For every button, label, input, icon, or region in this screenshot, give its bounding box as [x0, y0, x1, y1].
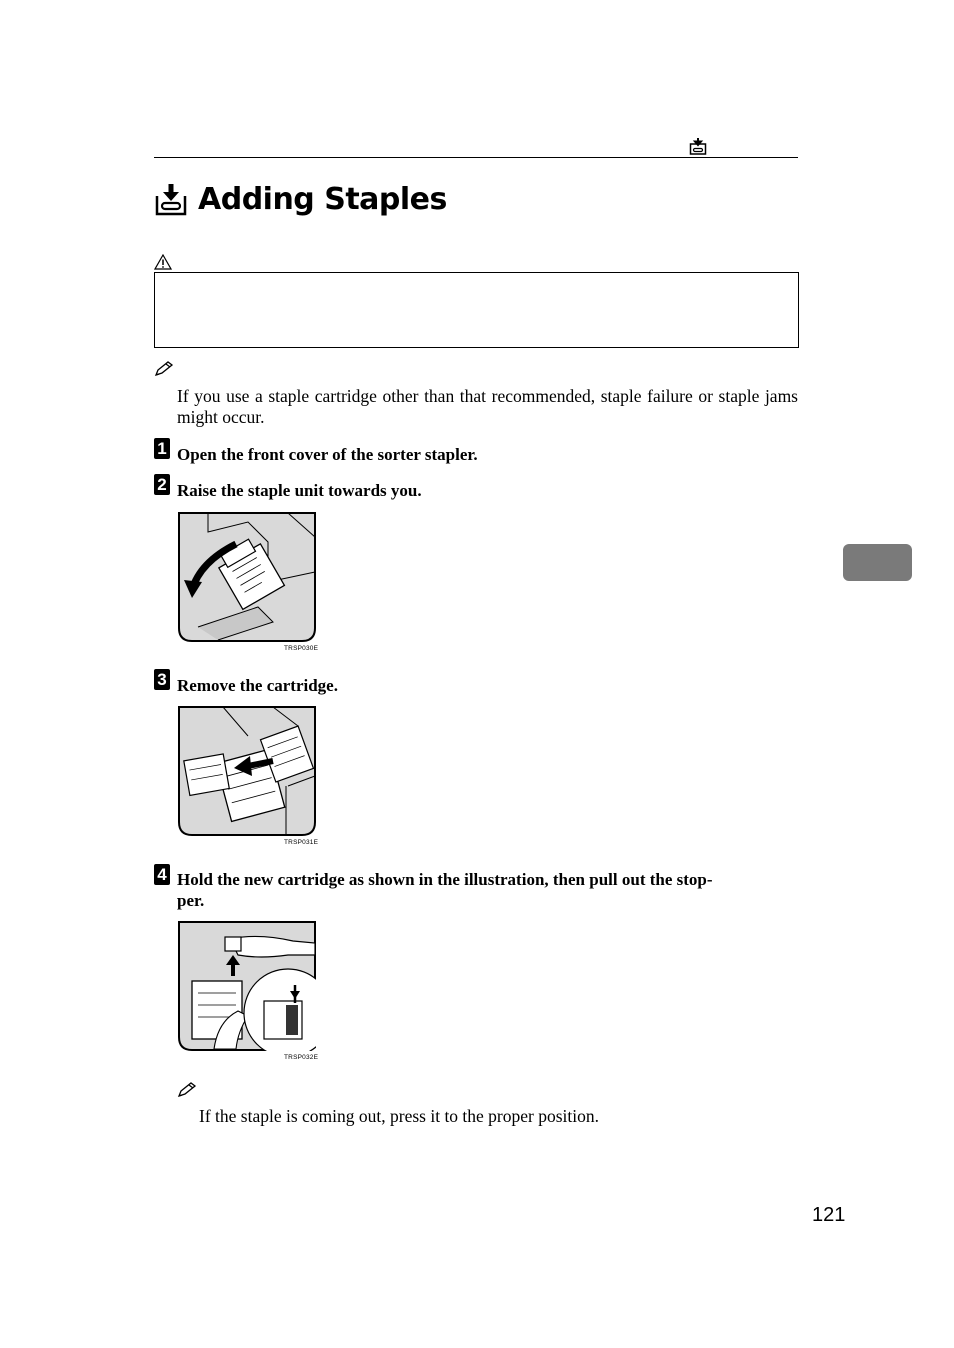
raise-staple-unit-illustration — [178, 512, 316, 642]
staple-icon — [689, 138, 707, 155]
step-text: Open the front cover of the sorter stapler. — [177, 445, 478, 464]
figure-code: TRSP030E — [284, 645, 319, 652]
step-text: Raise the staple unit towards you. — [177, 481, 422, 500]
caution-box — [154, 272, 799, 348]
page-number: 121 — [812, 1204, 846, 1226]
figure-code: TRSP031E — [284, 839, 319, 846]
warning-triangle-icon — [154, 254, 172, 270]
pencil-icon — [154, 361, 174, 377]
remove-cartridge-illustration — [178, 706, 316, 836]
figure-code: TRSP032E — [284, 1054, 319, 1061]
step-number: 4 — [154, 864, 170, 885]
header-rule — [154, 157, 798, 158]
step-number: 3 — [154, 669, 170, 690]
step-text-line: per. — [177, 891, 205, 910]
staple-icon — [155, 184, 187, 216]
step-number: 1 — [154, 438, 170, 459]
step-text-line: Hold the new cartridge as shown in the illustration, then pull out the stop- — [177, 870, 713, 889]
page-title: Adding Staples — [198, 182, 447, 217]
pencil-icon — [177, 1082, 197, 1098]
note-text: If you use a staple cartridge other than that recommended, staple failure or staple jams might occur. — [177, 386, 798, 427]
pull-out-stopper-illustration — [178, 921, 316, 1051]
chapter-tab — [843, 544, 912, 581]
note-text: If the staple is coming out, press it to the proper position. — [199, 1106, 600, 1126]
step-text: Remove the cartridge. — [177, 676, 338, 695]
step-number: 2 — [154, 474, 170, 495]
